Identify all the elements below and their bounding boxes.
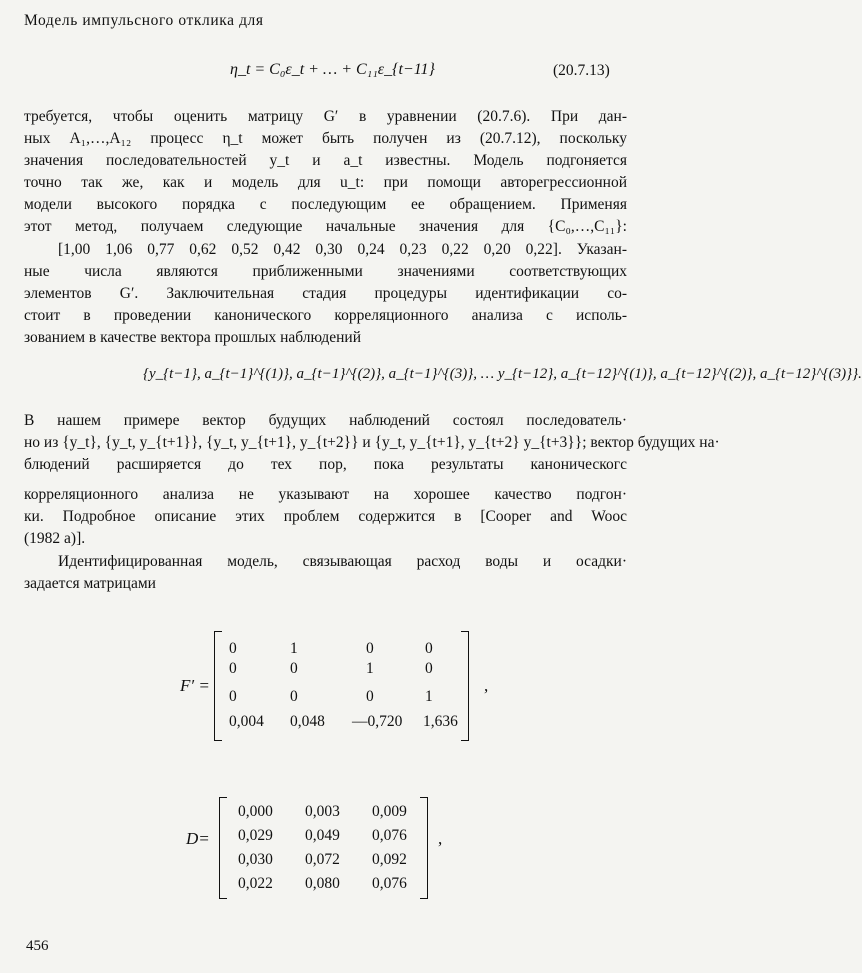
matrix-d-cell: 0,000 <box>238 803 273 820</box>
matrix-d-cell: 0,030 <box>238 851 273 868</box>
matrix-f-right-bracket <box>461 631 469 741</box>
matrix-f-cell: 1 <box>366 660 374 677</box>
text-line: зованием в качестве вектора прошлых наблюдений <box>24 329 361 346</box>
text-line: этот метод, получаем следующие начальные значения для {C₀,…,C₁₁}: <box>24 218 627 235</box>
text-line: Идентифицированная модель, связывающая расход воды и осадки· <box>58 553 627 570</box>
text-line: корреляционного анализа не указывают на хорошее качество подгон· <box>24 486 627 503</box>
matrix-d-cell: 0,029 <box>238 827 273 844</box>
matrix-f-cell: 0 <box>229 688 237 705</box>
matrix-f-left-bracket <box>214 631 222 741</box>
matrix-d-cell: 0,022 <box>238 875 273 892</box>
matrix-f-cell: —0,720 <box>352 713 403 730</box>
text-line: задается матрицами <box>24 575 156 592</box>
text-line: (1982 a)]. <box>24 530 86 547</box>
matrix-d-label: D= <box>186 829 210 848</box>
text-line: но из {y_t}, {y_t, y_{t+1}}, {y_t, y_{t+1}, y_{t+2}} и {y_t, y_{t+1}, y_{t+2} y_{t+3}}; вектор будущих на· <box>24 434 720 451</box>
matrix-d-cell: 0,003 <box>305 803 340 820</box>
matrix-f-cell: 1 <box>290 640 298 657</box>
text-line: стоит в проведении канонического корреляционного анализа с исполь- <box>24 307 627 324</box>
page-number: 456 <box>26 938 49 954</box>
matrix-f-label: F′ = <box>180 676 210 695</box>
text-line: блюдений расширяется до тех пор, пока результаты каноническогс <box>24 456 627 473</box>
impulse-response-equation: η_t = C₀ε_t + … + C₁₁ε_{t−11} <box>230 61 435 78</box>
text-line: модели высокого порядка с последующим ее обращением. Применяя <box>24 196 627 213</box>
matrix-f-cell: 0 <box>366 640 374 657</box>
matrix-d-right-bracket <box>420 797 428 899</box>
text-line: точно так же, как и модель для u_t: при помощи авторегрессионной <box>24 174 627 191</box>
matrix-d-left-bracket <box>219 797 227 899</box>
text-line: ных A₁,…,A₁₂ процесс η_t может быть получен из (20.7.12), поскольку <box>24 130 627 147</box>
matrix-f-cell: 1 <box>425 688 433 705</box>
matrix-f-cell: 0 <box>290 660 298 677</box>
matrix-d-cell: 0,049 <box>305 827 340 844</box>
matrix-f-cell: 0,048 <box>290 713 325 730</box>
text-line: [1,00 1,06 0,77 0,62 0,52 0,42 0,30 0,24 0,23 0,22 0,20 0,22]. Указан- <box>58 241 627 258</box>
matrix-f-cell: 1,636 <box>423 713 458 730</box>
matrix-d-cell: 0,076 <box>372 827 407 844</box>
matrix-f-cell: 0 <box>229 640 237 657</box>
matrix-f-cell: 0 <box>425 640 433 657</box>
text-line: требуется, чтобы оценить матрицу G′ в уравнении (20.7.6). При дан- <box>24 108 627 125</box>
matrix-d-cell: 0,092 <box>372 851 407 868</box>
matrix-f-cell: 0 <box>229 660 237 677</box>
matrix-f-cell: 0 <box>366 688 374 705</box>
matrix-f-trailing-comma: , <box>484 676 489 695</box>
text-line: ки. Подробное описание этих проблем содержится в [Cooper and Wooc <box>24 508 627 525</box>
intro-line: Модель импульсного отклика для <box>24 12 264 29</box>
text-line: элементов G′. Заключительная стадия процедуры идентификации со- <box>24 285 627 302</box>
matrix-d-cell: 0,072 <box>305 851 340 868</box>
past-observations-vector: {y_{t−1}, a_{t−1}^{(1)}, a_{t−1}^{(2)}, a_{t−1}^{(3)}, … y_{t−12}, a_{t−12}^{(1)}, a_{t−12}^{(2)}, a_{t−12}^{(3)}}. <box>143 366 862 382</box>
text-line: В нашем примере вектор будущих наблюдений состоял последователь· <box>24 412 627 429</box>
matrix-f-cell: 0,004 <box>229 713 264 730</box>
matrix-f-cell: 0 <box>425 660 433 677</box>
matrix-d-cell: 0,076 <box>372 875 407 892</box>
matrix-d-cell: 0,009 <box>372 803 407 820</box>
matrix-d-cell: 0,080 <box>305 875 340 892</box>
text-line: ные числа являются приближенными значениями соответствующих <box>24 263 627 280</box>
text-line: значения последовательностей y_t и a_t известны. Модель подгоняется <box>24 152 627 169</box>
equation-number: (20.7.13) <box>553 62 610 79</box>
matrix-d-trailing-comma: , <box>438 829 443 848</box>
matrix-f-cell: 0 <box>290 688 298 705</box>
